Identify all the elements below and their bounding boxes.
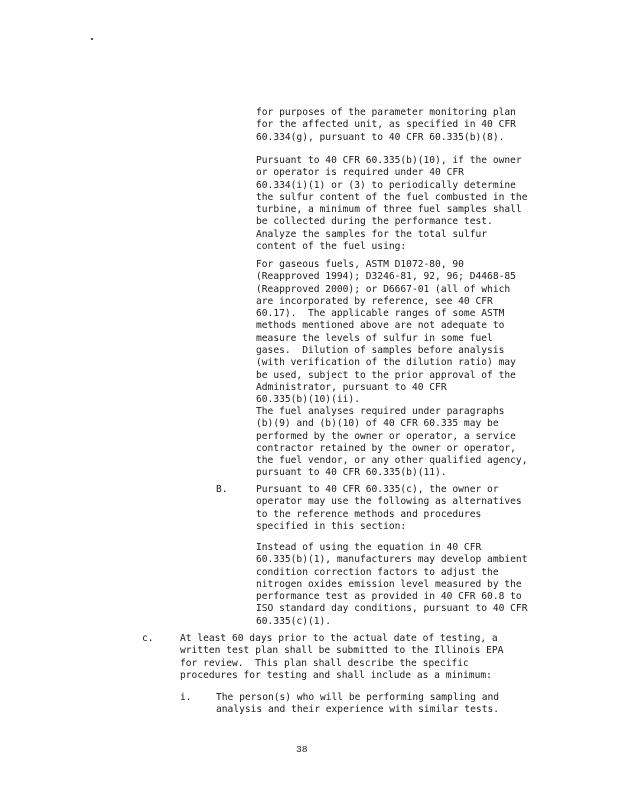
paragraph-gaseous-fuels: For gaseous fuels, ASTM D1072-80, 90 (Reapproved 1994); D3246-81, 92, 96; D4468-85 (Reapproved 2000); or D6667-01 (all of which are incorporated by reference, see 40 CFR 60.17). The applicable ranges of some ASTM methods mentioned above are not adequate to measure the levels of sulfur in some fuel gases. Dilution of samples before analysis (with verification of the dilution ratio) may be used, subject to the prior approval of the Administrator, pursuant to 40 CFR 60.335(b)(10)(ii).: [256, 259, 516, 406]
page-number: 38: [296, 744, 308, 755]
paragraph-fuel-analyses: The fuel analyses required under paragraphs (b)(9) and (b)(10) of 40 CFR 60.335 may be performed by the owner or operator, a service contractor retained by the owner or operator, the fuel vendor, or any other qualified agency, pursuant to 40 CFR 60.335(b)(11).: [256, 406, 528, 479]
paragraph-alternatives: Pursuant to 40 CFR 60.335(c), the owner or operator may use the following as alternatives to the reference methods and procedures specified in this section:: [256, 484, 522, 532]
speck-mark: [91, 38, 93, 40]
paragraph-parameter-monitoring: for purposes of the parameter monitoring plan for the affected unit, as specified in 40 CFR 60.334(g), pursuant to 40 CFR 60.335(b)(8).: [256, 107, 516, 143]
item-marker-b: B.: [216, 484, 228, 495]
item-marker-i: i.: [180, 692, 192, 703]
paragraph-sulfur-content: Pursuant to 40 CFR 60.335(b)(10), if the owner or operator is required under 40 CFR 60.334(i)(1) or (3) to periodically determine the sulfur content of the fuel combusted in the turbine, a minimum of three fuel samples shall be collected during the performance test. Analyze the samples for the total sulfur content of the fuel using:: [256, 155, 528, 253]
paragraph-correction-factors: Instead of using the equation in 40 CFR 60.335(b)(1), manufacturers may develop ambient condition correction factors to adjust the nitrogen oxides emission level measured by the performance test as provided in 40 CFR 60.8 to ISO standard day conditions, pursuant to 40 CFR 60.335(c)(1).: [256, 542, 528, 627]
item-marker-c: c.: [142, 633, 154, 644]
paragraph-personnel: The person(s) who will be performing sampling and analysis and their experience with similar tests.: [216, 692, 500, 716]
paragraph-test-plan: At least 60 days prior to the actual date of testing, a written test plan shall be submitted to the Illinois EPA for review. This plan shall describe the specific procedures for testing and shall include as a minimum:: [180, 633, 504, 681]
